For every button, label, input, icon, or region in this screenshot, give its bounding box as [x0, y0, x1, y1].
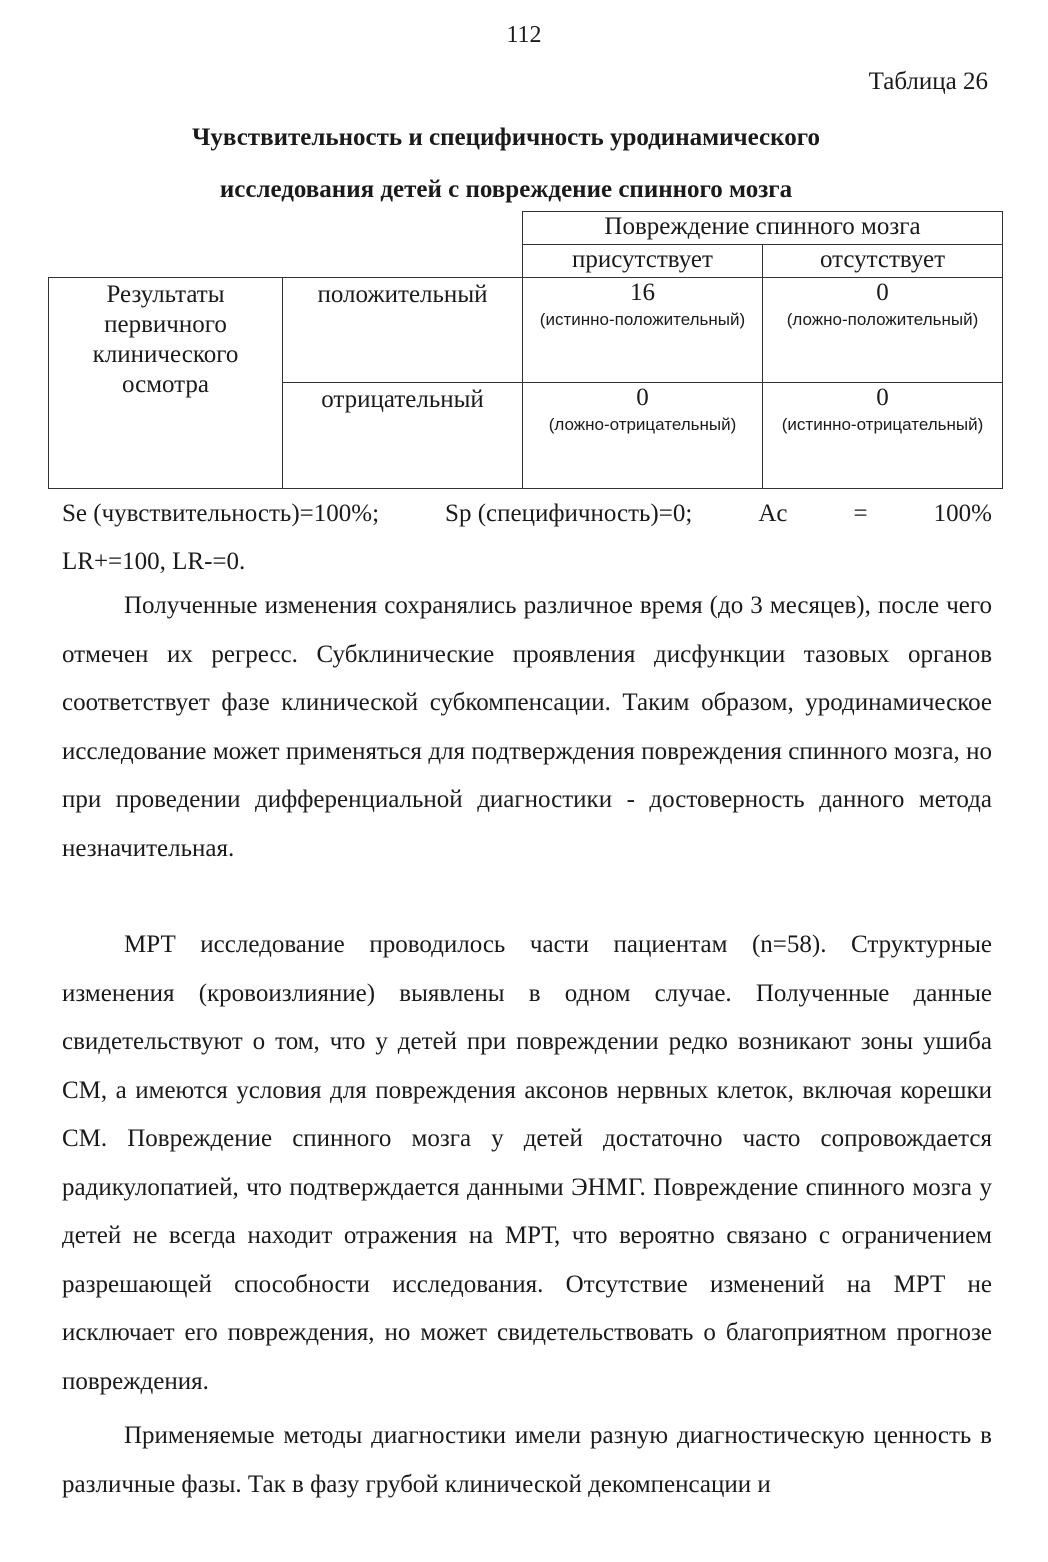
sensitivity-table	[48, 211, 1003, 489]
paragraph-text: Полученные изменения сохранялись различное время (до 3 месяцев), после чего отмечен их регресс. Субклинические проявления дисфункции тазовых органов соответствует фазе клинической субкомпенсации. Таким образом, уродинамическое исследование может применяться для подтверждения повреждения спинного мозга, но при проведении дифференциальной диагностики - достоверность данного метода незначительная.	[62, 592, 992, 862]
table-title-line: исследования детей с повреждение спинного мозга	[219, 176, 793, 203]
empty-header-cell	[49, 245, 283, 278]
table-title-line: Чувствительность и специфичность уродинамического	[192, 124, 820, 151]
row-group-label: Результаты первичного клинического осмотра	[49, 278, 283, 489]
cell-value: 0	[876, 279, 889, 306]
specificity-value: Sp (специфичность)=0;	[445, 500, 693, 527]
table-cell	[523, 278, 763, 383]
table-cell	[763, 383, 1003, 489]
cell-note: (ложно-отрицательный)	[548, 415, 737, 434]
table-cell	[523, 383, 763, 489]
paragraph	[62, 582, 992, 873]
accuracy-label: Ac	[758, 500, 788, 527]
outcome-label: отрицательный	[283, 383, 523, 489]
empty-header-cell	[49, 212, 283, 245]
sensitivity-value: Se (чувствительность)=100%;	[62, 500, 380, 527]
page-number: 112	[506, 22, 542, 48]
empty-header-cell	[283, 245, 523, 278]
cell-value: 16	[630, 279, 655, 306]
statistics-line	[62, 490, 992, 538]
table-label: Таблица 26	[868, 68, 988, 95]
paragraph-text: Применяемые методы диагностики имели разную диагностическую ценность в различные фазы. Так в фазу грубой клинической декомпенсации и	[62, 1422, 992, 1498]
accuracy-value: 100%	[933, 500, 992, 527]
accuracy-equals: =	[853, 500, 868, 527]
outcome-label: положительный	[283, 278, 523, 383]
table-title	[100, 112, 912, 216]
table-cell	[763, 278, 1003, 383]
statistics-block	[62, 490, 992, 586]
paragraph-text: МРТ исследование проводилось части пациентам (n=58). Структурные изменения (кровоизлияние) выявлены в одном случае. Полученные данные свидетельствуют о том, что у детей при повреждении редко возникают зоны ушиба СМ, а имеются условия для повреждения аксонов нервных клеток, включая корешки СМ. Повреждение спинного мозга у детей достаточно часто сопровождается радикулопатией, что подтверждается данными ЭНМГ. Повреждение спинного мозга у детей не всегда находит отражения на МРТ, что вероятно связано с ограничением разрешающей способности исследования. Отсутствие изменений на МРТ не исключает его повреждения, но может свидетельствовать о благоприятном прогнозе повреждения.	[62, 931, 992, 1395]
cell-note: (ложно-положительный)	[786, 310, 979, 329]
likelihood-ratio: LR+=100, LR-=0.	[62, 548, 246, 575]
cell-note: (истинно-отрицательный)	[781, 415, 984, 434]
cell-value: 0	[636, 384, 649, 411]
paragraph	[62, 921, 992, 1406]
paragraph	[62, 1412, 992, 1509]
column-header-absent: отсутствует	[763, 245, 1003, 278]
cell-value: 0	[876, 384, 889, 411]
cell-note: (истинно-положительный)	[539, 310, 746, 329]
empty-header-cell	[283, 212, 523, 245]
column-header-present: присутствует	[523, 245, 763, 278]
group-header: Повреждение спинного мозга	[523, 212, 1003, 245]
